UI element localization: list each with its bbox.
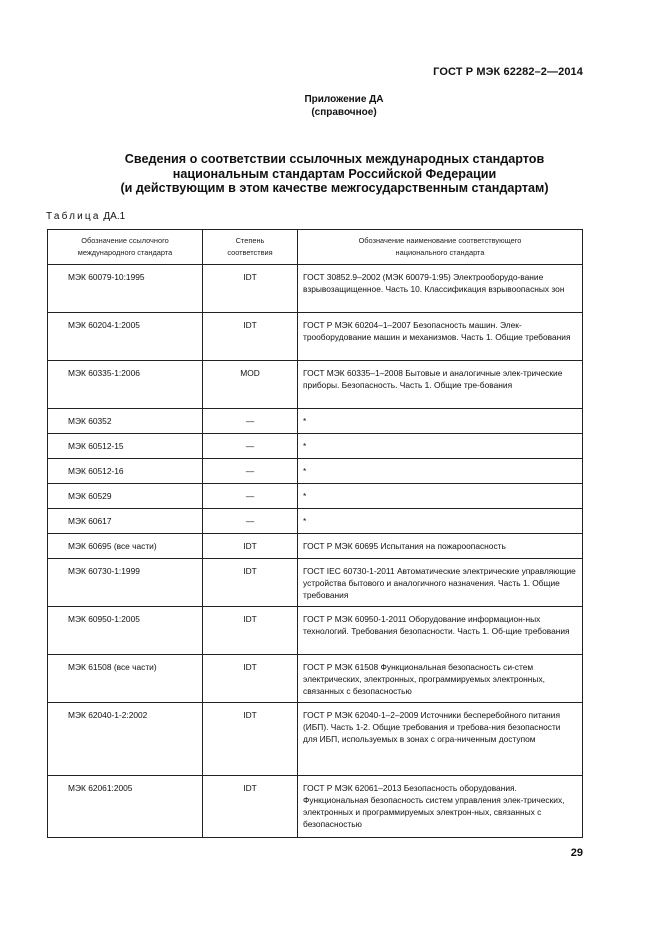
title-line: (и действующим в этом качестве межгосударственным стандартам) [120, 181, 549, 195]
table-row [48, 313, 583, 361]
cell-national: ГОСТ Р МЭК 60695 Испытания на пожароопасность [298, 534, 583, 559]
cell-intl: МЭК 62061:2005 [48, 776, 203, 838]
annex-title: Приложение ДА [304, 94, 384, 105]
cell-national: ГОСТ IEC 60730-1-2011 Автоматические электрические управляющие устройства бытового и аналогичного назначения. Часть 1. Общие требования [298, 559, 583, 607]
cell-degree: — [203, 459, 298, 484]
table-row [48, 459, 583, 484]
header-national-standard: Обозначение наименование соответствующего национального стандарта [298, 230, 583, 265]
cell-degree: IDT [203, 559, 298, 607]
cell-degree: MOD [203, 361, 298, 409]
cell-intl: МЭК 60529 [48, 484, 203, 509]
table-header-row [48, 230, 583, 265]
cell-national: ГОСТ 30852.9–2002 (МЭК 60079-1:95) Электрооборудо-вание взрывозащищенное. Часть 10. Классификация взрывоопасных зон [298, 265, 583, 313]
cell-intl: МЭК 60512-16 [48, 459, 203, 484]
cell-degree: IDT [203, 534, 298, 559]
table-row [48, 361, 583, 409]
cell-national: * [298, 509, 583, 534]
cell-national: ГОСТ Р МЭК 62040-1–2–2009 Источники бесперебойного питания (ИБП). Часть 1-2. Общие требования и требова-ния безопасности для ИБП, используемых в зонах с огра-ниченным доступом [298, 703, 583, 776]
table-caption-word: Таблица [46, 211, 101, 222]
header-degree: Степень соответствия [203, 230, 298, 265]
table-row [48, 484, 583, 509]
correspondence-table [47, 229, 583, 838]
cell-degree: IDT [203, 265, 298, 313]
annex-heading [0, 93, 661, 119]
table-caption-number: ДА.1 [103, 211, 126, 222]
cell-intl: МЭК 60695 (все части) [48, 534, 203, 559]
cell-intl: МЭК 60079-10:1995 [48, 265, 203, 313]
table-row [48, 509, 583, 534]
cell-national: ГОСТ Р МЭК 61508 Функциональная безопасность си-стем электрических, электронных, программируемых электронных, связанных с безопасностью [298, 655, 583, 703]
title-line: Сведения о соответствии ссылочных международных стандартов [124, 152, 545, 166]
cell-national: * [298, 484, 583, 509]
cell-intl: МЭК 60730-1:1999 [48, 559, 203, 607]
table-row [48, 409, 583, 434]
page-number: 29 [570, 847, 583, 859]
table-row [48, 534, 583, 559]
standard-code: ГОСТ Р МЭК 62282–2—2014 [433, 66, 583, 78]
cell-degree: — [203, 484, 298, 509]
cell-national: * [298, 459, 583, 484]
document-title [0, 152, 661, 196]
header-intl-standard: Обозначение ссылочного международного стандарта [48, 230, 203, 265]
cell-intl: МЭК 62040-1-2:2002 [48, 703, 203, 776]
cell-degree: IDT [203, 655, 298, 703]
cell-intl: МЭК 60335-1:2006 [48, 361, 203, 409]
cell-degree: IDT [203, 703, 298, 776]
cell-intl: МЭК 60352 [48, 409, 203, 434]
cell-degree: — [203, 409, 298, 434]
title-line: национальным стандартам Российской Федерации [172, 166, 497, 181]
table-caption [46, 211, 125, 222]
table-row [48, 559, 583, 607]
cell-national: ГОСТ Р МЭК 60204–1–2007 Безопасность машин. Элек-трооборудование машин и механизмов. Часть 1. Общие требования [298, 313, 583, 361]
cell-intl: МЭК 61508 (все части) [48, 655, 203, 703]
cell-national: * [298, 434, 583, 459]
cell-degree: — [203, 509, 298, 534]
cell-degree: — [203, 434, 298, 459]
table-row [48, 265, 583, 313]
cell-intl: МЭК 60512-15 [48, 434, 203, 459]
cell-national: ГОСТ Р МЭК 62061–2013 Безопасность оборудования. Функциональная безопасность систем управления элек-трических, электронных и программируемых электрон-ных, связанных с безопасностью [298, 776, 583, 838]
cell-national: ГОСТ МЭК 60335–1–2008 Бытовые и аналогичные элек-трические приборы. Безопасность. Часть 1. Общие тре-бования [298, 361, 583, 409]
cell-national: * [298, 409, 583, 434]
table-row [48, 607, 583, 655]
cell-intl: МЭК 60204-1:2005 [48, 313, 203, 361]
cell-degree: IDT [203, 776, 298, 838]
annex-type: (справочное) [311, 107, 377, 118]
cell-degree: IDT [203, 313, 298, 361]
cell-degree: IDT [203, 607, 298, 655]
table-row [48, 703, 583, 776]
table-row [48, 434, 583, 459]
cell-intl: МЭК 60617 [48, 509, 203, 534]
cell-national: ГОСТ Р МЭК 60950-1-2011 Оборудование информацион-ных технологий. Требования безопасности. Часть 1. Об-щие требования [298, 607, 583, 655]
table-row [48, 655, 583, 703]
table-row [48, 776, 583, 838]
cell-intl: МЭК 60950-1:2005 [48, 607, 203, 655]
